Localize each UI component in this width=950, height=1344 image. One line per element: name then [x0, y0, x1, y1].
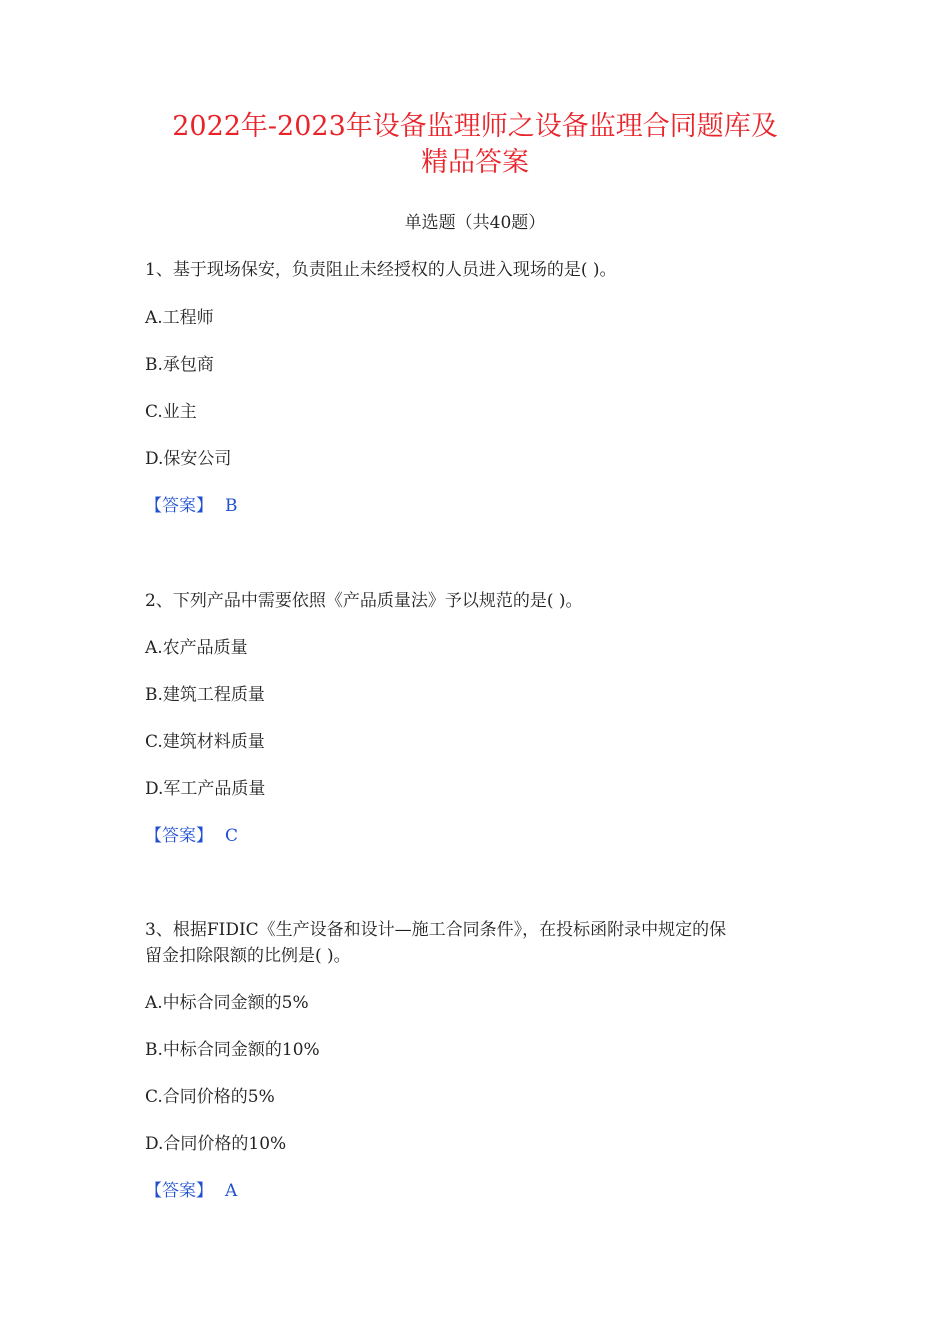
answer-label: 【答案】	[145, 496, 213, 516]
option-b: B.中标合同金额的10%	[145, 1040, 320, 1060]
document-title-line-1: 2022年-2023年设备监理师之设备监理合同题库及	[172, 111, 778, 142]
answer-value: B	[225, 496, 238, 516]
answer-label: 【答案】	[145, 1181, 213, 1201]
document-title-line-2: 精品答案	[421, 147, 529, 178]
option-a: A.工程师	[145, 308, 214, 328]
option-d: D.军工产品质量	[145, 779, 266, 799]
option-c: C.业主	[145, 402, 197, 422]
answer-value: A	[225, 1181, 238, 1201]
option-d: D.合同价格的10%	[145, 1134, 287, 1154]
answer-row	[145, 493, 825, 519]
option-c: C.建筑材料质量	[145, 732, 265, 752]
option-b: B.建筑工程质量	[145, 685, 265, 705]
answer-label: 【答案】	[145, 826, 213, 846]
option-c: C.合同价格的5%	[145, 1087, 275, 1107]
question-stem: 2、下列产品中需要依照《产品质量法》予以规范的是( )。	[145, 591, 583, 611]
option-a: A.农产品质量	[145, 638, 248, 658]
section-heading: 单选题（共40题）	[404, 213, 546, 233]
question-stem: 1、基于现场保安，负责阻止未经授权的人员进入现场的是( )。	[145, 260, 617, 280]
option-d: D.保安公司	[145, 449, 232, 469]
answer-row	[145, 1178, 825, 1204]
answer-row	[145, 823, 825, 849]
question-stem-line-1: 3、根据FIDIC《生产设备和设计—施工合同条件》，在投标函附录中规定的保	[145, 920, 727, 940]
option-a: A.中标合同金额的5%	[145, 993, 309, 1013]
answer-value: C	[225, 826, 239, 846]
option-b: B.承包商	[145, 355, 214, 375]
question-stem-line-2: 留金扣除限额的比例是( )。	[145, 946, 351, 966]
